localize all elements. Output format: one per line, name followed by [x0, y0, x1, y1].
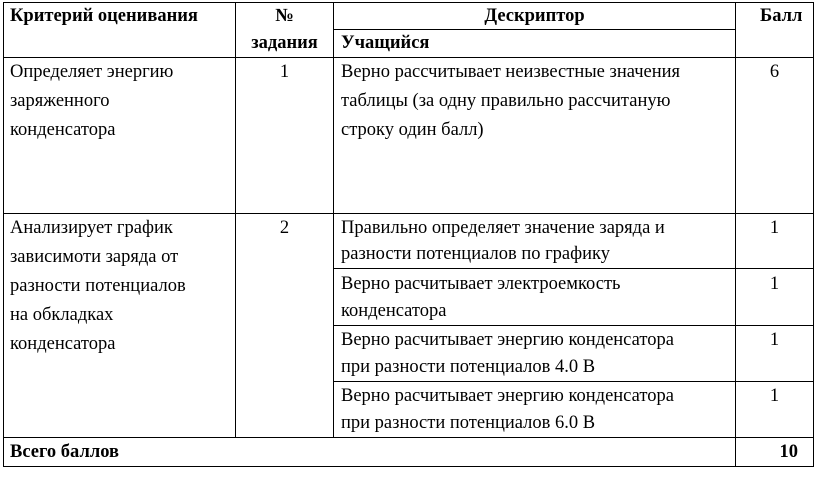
row2-criterion-line1: Анализирует график: [10, 218, 173, 238]
row1-descriptor-line2: таблицы (за одну правильно рассчитаную: [341, 91, 671, 111]
row1-criterion-line1: Определяет энергию: [10, 62, 174, 82]
row2-desc4-line2: при разности потенциалов 6.0 В: [341, 413, 596, 433]
border-left: [3, 2, 4, 467]
row2-desc1-points: 1: [769, 218, 780, 238]
row2-task-number: 2: [279, 218, 290, 238]
row2-desc1-line2: разности потенциалов по графику: [341, 244, 611, 264]
header-task-number-symbol: №: [275, 6, 294, 26]
header-task-number-label: задания: [251, 33, 318, 53]
header-student: Учащийся: [341, 33, 430, 53]
border-bottom: [3, 466, 814, 467]
border-right: [813, 2, 814, 467]
row1-criterion-line2: заряженного: [10, 91, 110, 111]
header-criterion: Критерий оценивания: [10, 6, 198, 26]
row1-points: 6: [769, 62, 780, 82]
header-points: Балл: [760, 6, 803, 26]
row2-desc1-line1: Правильно определяет значение заряда и: [341, 218, 665, 238]
row1-task-number: 1: [279, 62, 290, 82]
row1-descriptor-line1: Верно рассчитывает неизвестные значения: [341, 62, 681, 82]
row2-desc2-line2: конденсатора: [341, 301, 447, 321]
row2-desc4-line1: Верно расчитывает энергию конденсатора: [341, 386, 674, 406]
total-points: 10: [779, 442, 798, 462]
border-col-descriptor: [333, 2, 334, 438]
total-label: Всего баллов: [10, 442, 120, 462]
row2-criterion-line5: конденсатора: [10, 334, 116, 354]
row1-criterion-line3: конденсатора: [10, 120, 116, 140]
row2-criterion-line3: разности потенциалов: [10, 276, 186, 296]
row2-desc2-line1: Верно расчитывает электроемкость: [341, 274, 621, 294]
row2-desc3-line1: Верно расчитывает энергию конденсатора: [341, 330, 674, 350]
row2-desc3-line2: при разности потенциалов 4.0 В: [341, 357, 596, 377]
header-descriptor: Дескриптор: [484, 6, 585, 26]
row2-criterion-line2: зависимоти заряда от: [10, 247, 179, 267]
row2-desc2-points: 1: [769, 274, 780, 294]
row2-desc4-points: 1: [769, 386, 780, 406]
row2-desc3-points: 1: [769, 330, 780, 350]
row1-descriptor-line3: строку один балл): [341, 120, 484, 140]
row2-criterion-line4: на обкладках: [10, 305, 114, 325]
